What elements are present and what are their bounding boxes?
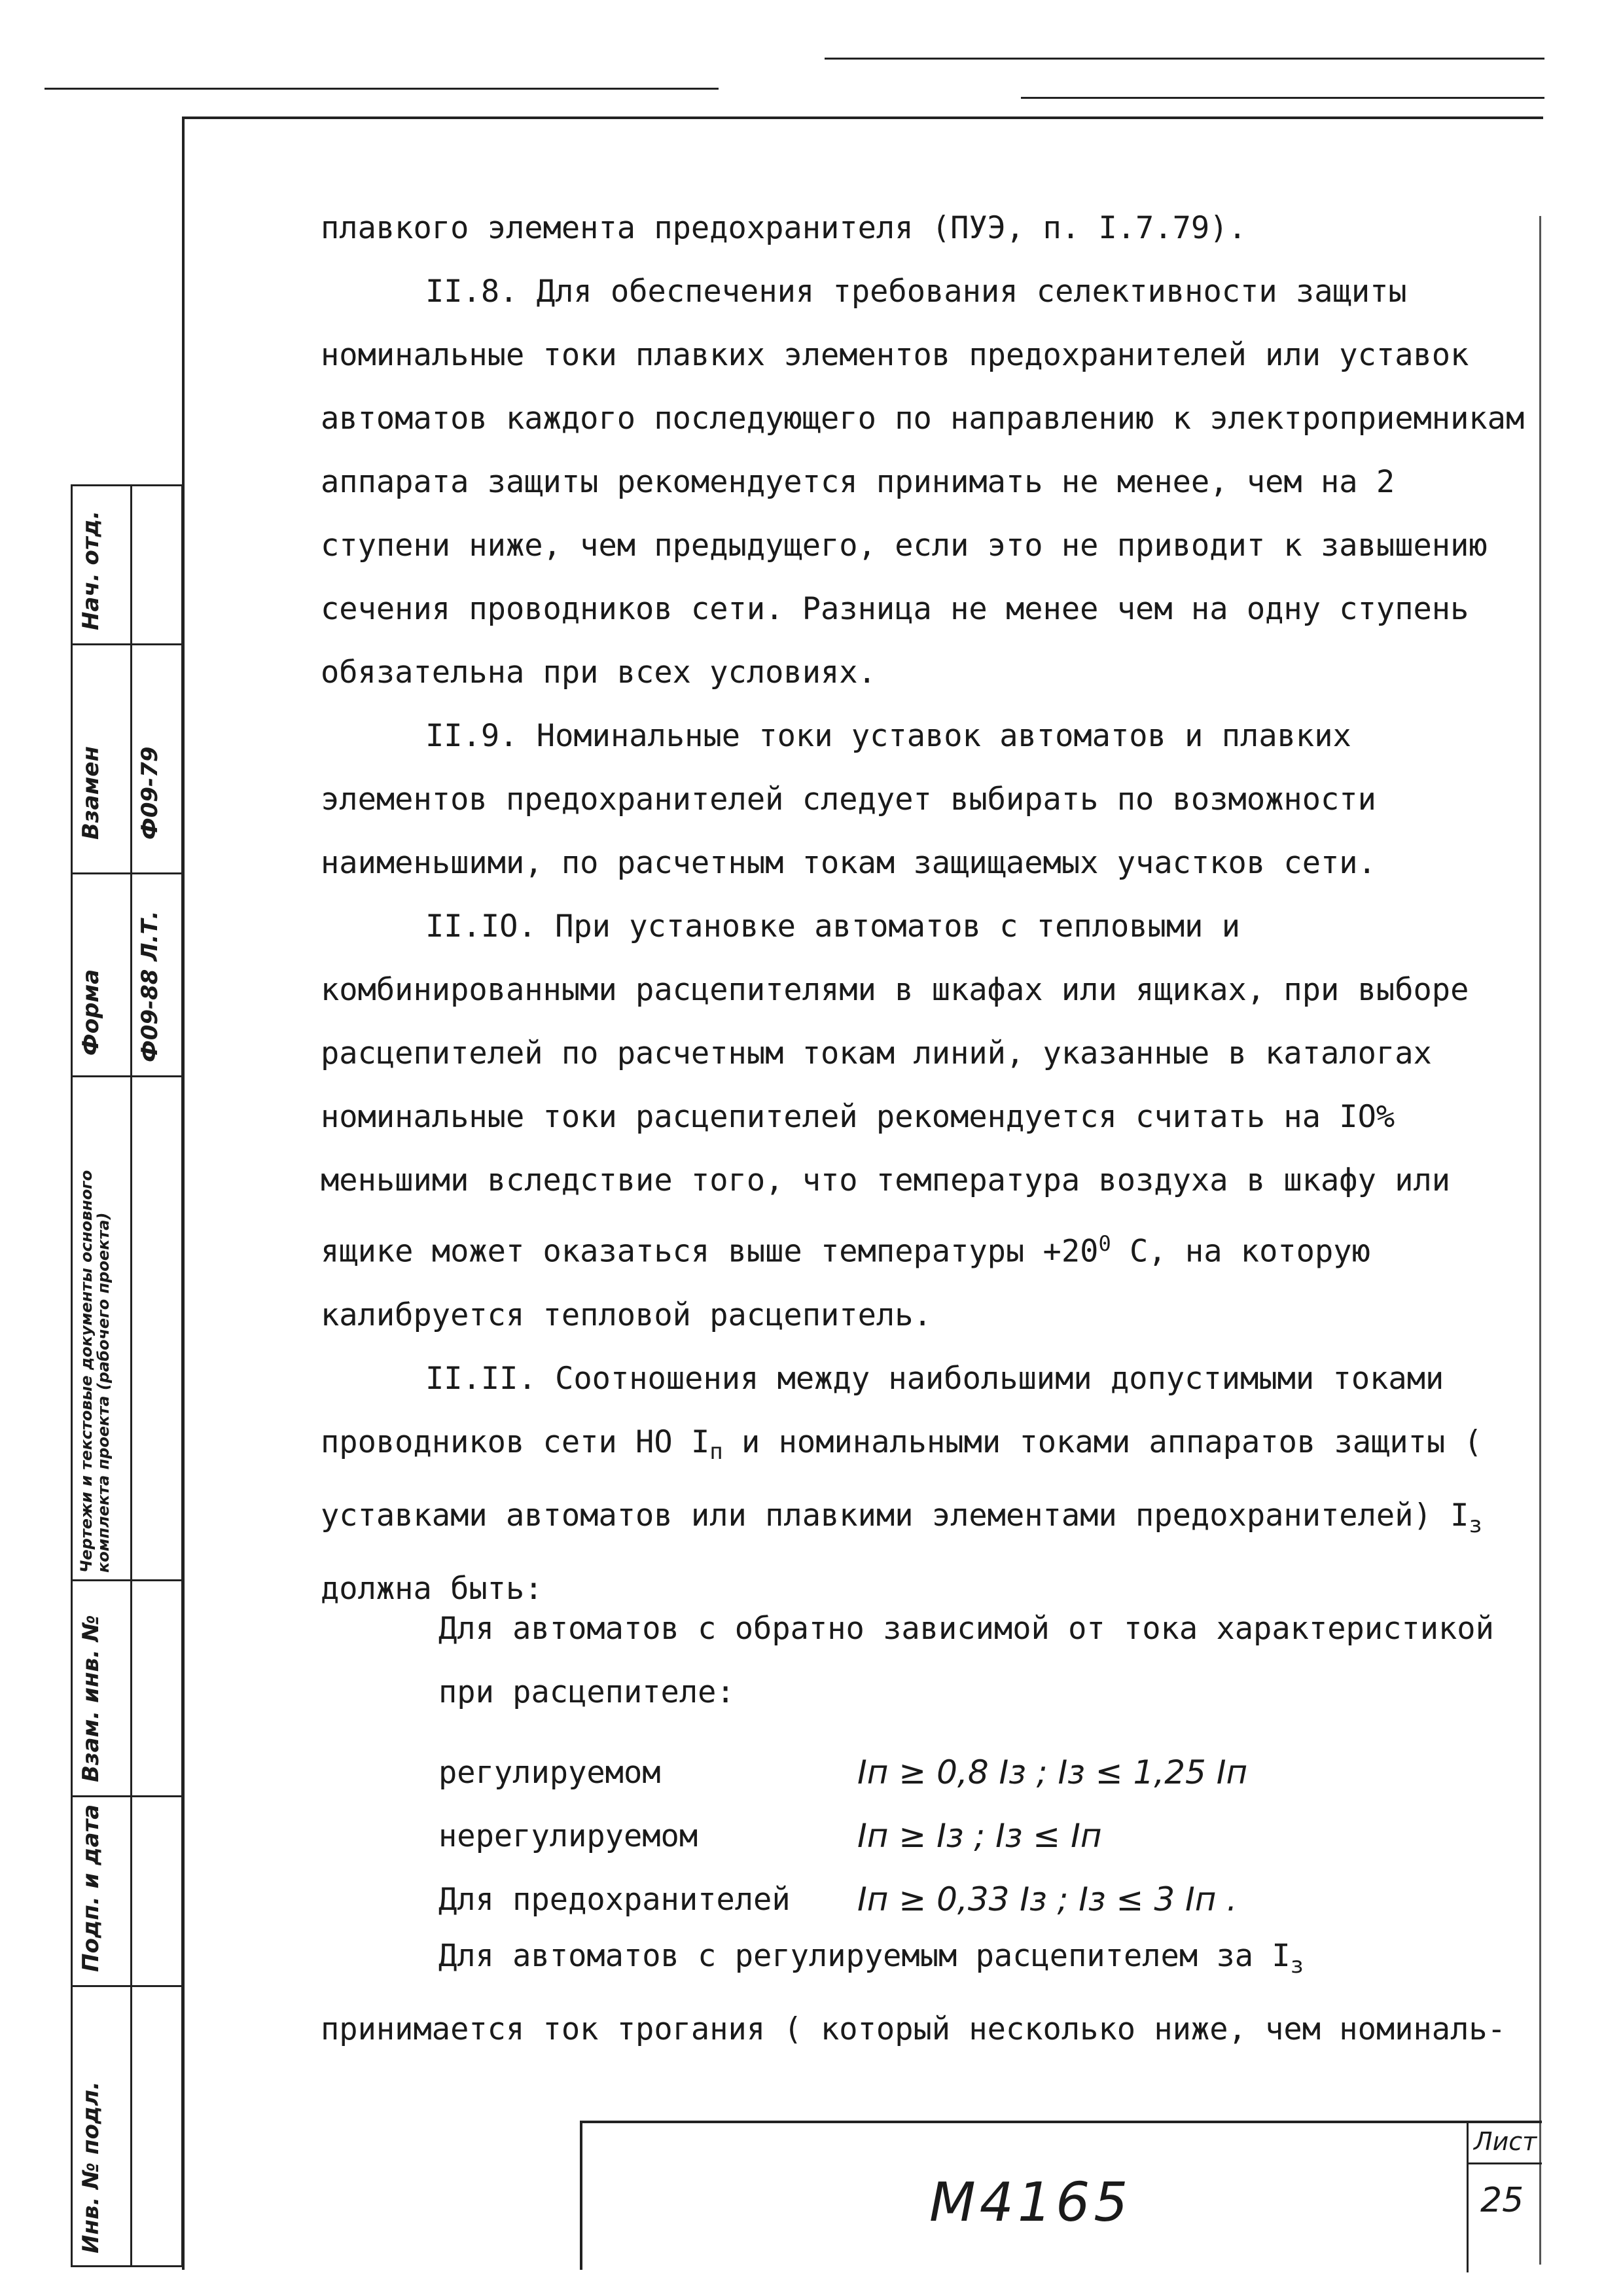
stamp-cell-drawings	[73, 1075, 184, 1579]
tail-line-2: принимается ток трогания ( который несколько ниже, чем номиналь-	[321, 2011, 1506, 2047]
paragraph-11-8: II.8. Для обеспечения требования селективности защиты номинальные токи плавких элементов предохранителей или уставок автоматов каждого последующего по направлению к электроприемникам аппарата защиты рекомендуется принимать не менее, чем на 2 ступени ниже, чем предыдущего, если это не приводит к завышению сечения проводников сети. Разница не менее чем на одну ступень обязательна при всех условиях.	[321, 274, 1525, 691]
sheet-number: 25	[1480, 2181, 1524, 2220]
stamp-cell-vzam-inv	[73, 1579, 184, 1795]
document-body	[321, 196, 1531, 1621]
paragraph-11-10-text-b: C, на которую калибруется тепловой расцепитель.	[321, 1233, 1370, 1333]
tail-text	[321, 1924, 1538, 2061]
paragraph-11-11-text-c: должна быть:	[321, 1570, 543, 1607]
stamp-label-inv-podl: Инв. № подл.	[78, 2081, 104, 2253]
title-block	[580, 2121, 1542, 2270]
stamp-label-drawings: Чертежи и текстовые документы основного комплекта проекта (рабочего проекта)	[77, 1170, 113, 1573]
tail-line-1	[321, 1924, 1538, 1998]
stamp-label-podp-data: Подп. и дата	[78, 1804, 104, 1972]
automat-intro-1: Для автоматов с обратно зависимой от тока характеристикой	[438, 1611, 1494, 1647]
formula-label-unregulated: нерегулируемом	[438, 1818, 698, 1854]
stamp-cell-inv-podl	[73, 1985, 184, 2267]
top-rule-right-2	[1021, 97, 1544, 99]
current-subscript-z: з	[1469, 1511, 1482, 1538]
top-rule-right	[825, 58, 1544, 60]
sheet-box	[1467, 2123, 1542, 2272]
sheet-label: Лист	[1474, 2127, 1537, 2156]
stamp-cell-vzamen	[73, 643, 184, 872]
tail-current-symbol: I	[1272, 1938, 1291, 1974]
formula-label-regulated: регулируемом	[438, 1755, 661, 1791]
body-line-1: плавкого элемента предохранителя (ПУЭ, п. I.7.79).	[321, 210, 1247, 246]
paragraph-11-10-text-a: II.IO. При установке автоматов с тепловыми и комбинированными расцепителями в шкафах или ящиках, при выборе расцепителей по расчетным токам линий, указанные в каталогах номинальные токи расцепителей рекомендуется считать на IO% меньшими вследствие того, что температура воздуха в шкафу или ящике может оказаться выше температуры +20	[321, 908, 1469, 1270]
stamp-label-vzam-inv: Взам. инв. №	[78, 1615, 104, 1782]
stamp-cell-nach-otd	[73, 486, 184, 643]
formula-expr-unregulated: Iп ≥ Iз ; Iз ≤ Iп	[857, 1817, 1102, 1855]
stamp-cell-forma	[73, 872, 184, 1075]
stamp-cell-podp-data	[73, 1795, 184, 1985]
paragraph-11-9: II.9. Номинальные токи уставок автоматов и плавких элементов предохранителей следует выбирать по возможности наименьшими, по расчетным токам защищаемых участков сети.	[321, 718, 1376, 881]
stamp-label-nach-otd: Нач. отд.	[78, 511, 104, 630]
document-code: М4165	[929, 2172, 1132, 2234]
sheet-divider	[1469, 2162, 1542, 2164]
paragraph-11-11-text-a: II.II. Соотношения между наибольшими допустимыми токами проводников сети НО	[321, 1360, 1444, 1460]
tail-line-1-text: Для автоматов с регулируемым расцепителем за	[438, 1938, 1272, 1974]
paragraph-11-10	[321, 895, 1531, 1347]
automat-intro-2: при расцепителе:	[438, 1674, 735, 1710]
paragraph-11-10-degree: 0	[1098, 1231, 1111, 1256]
current-subscript-p: п	[709, 1438, 723, 1465]
formula-expr-regulated: Iп ≥ 0,8 Iз ; Iз ≤ 1,25 Iп	[857, 1753, 1248, 1791]
stamp-label-vzamen: Взамен	[78, 746, 104, 840]
stamp-value-f09-88: Ф09-88 Л.Т.	[137, 910, 163, 1062]
tail-current-subscript: з	[1290, 1952, 1304, 1979]
current-symbol-iz: I	[1450, 1497, 1469, 1534]
formula-expr-fuses: Iп ≥ 0,33 Iз ; Iз ≤ 3 Iп .	[857, 1880, 1238, 1918]
paragraph-11-11-text-b: и номинальными токами аппаратов защиты ( уставками автоматов или плавкими элементами предохранителей)	[321, 1424, 1482, 1534]
frame-top-border	[182, 117, 1543, 119]
paragraph-11-11	[321, 1347, 1531, 1621]
formula-label-fuses: Для предохранителей	[438, 1882, 791, 1918]
frame-right-border	[1539, 216, 1541, 2265]
current-symbol-in: I	[690, 1424, 710, 1460]
stamp-label-forma: Форма	[78, 969, 104, 1056]
top-rule-left	[45, 88, 719, 90]
margin-stamp	[71, 484, 183, 2267]
stamp-value-f09-79: Ф09-79	[137, 746, 163, 840]
